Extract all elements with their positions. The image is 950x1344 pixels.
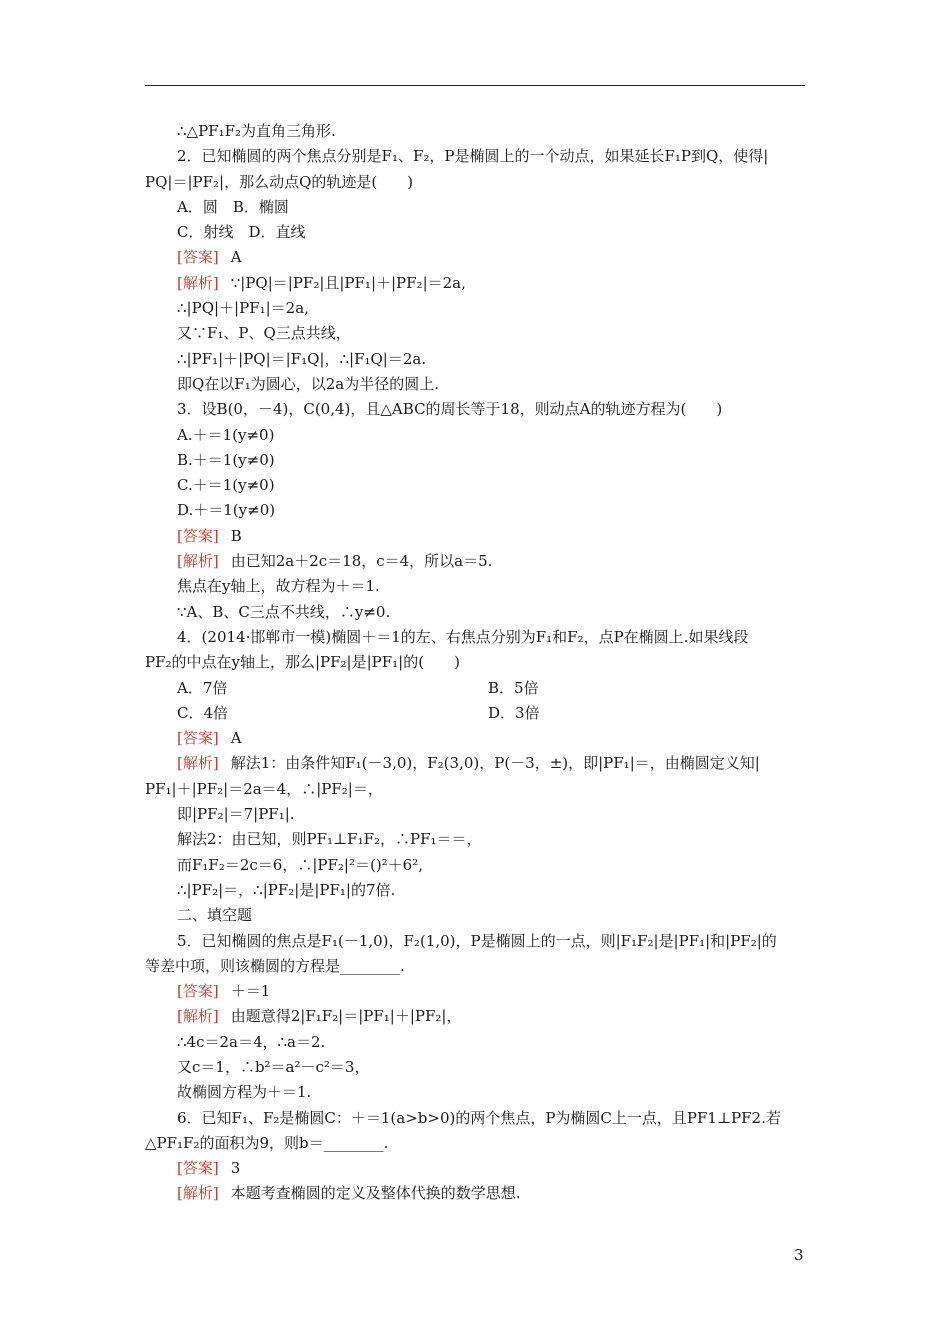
text-line bbox=[145, 903, 810, 928]
text-line bbox=[145, 119, 810, 144]
answer-tag: [解析] bbox=[177, 552, 219, 571]
line-text: PQ|＝|PF₂|，那么动点Q的轨迹是( ) bbox=[145, 172, 414, 191]
page-number: 3 bbox=[794, 1246, 804, 1264]
annotated-line bbox=[145, 1004, 810, 1029]
option-right: D．3倍 bbox=[488, 703, 540, 722]
line-text: A bbox=[230, 248, 242, 267]
line-text: C.＋＝1(y≠0) bbox=[177, 476, 275, 495]
option-row bbox=[145, 676, 810, 701]
text-line bbox=[145, 423, 810, 448]
line-text: D.＋＝1(y≠0) bbox=[177, 501, 276, 520]
document-body bbox=[145, 119, 810, 1207]
line-text: 2．已知椭圆的两个焦点分别是F₁、F₂，P是椭圆上的一个动点，如果延长F₁P到Q，使得| bbox=[177, 147, 769, 166]
line-text: 由已知2a＋2c＝18，c＝4，所以a＝5. bbox=[230, 552, 493, 571]
text-line bbox=[145, 170, 810, 195]
answer-tag: [答案] bbox=[177, 526, 219, 545]
answer-tag: [答案] bbox=[177, 1159, 219, 1178]
annotated-line bbox=[145, 726, 810, 751]
line-text: 又c＝1，∴b²＝a²－c²＝3， bbox=[177, 1057, 370, 1076]
text-line bbox=[145, 372, 810, 397]
option-left: C．4倍 bbox=[177, 703, 229, 722]
annotated-line bbox=[145, 1181, 810, 1206]
line-text: 由题意得2|F₁F₂|＝|PF₁|＋|PF₂|， bbox=[230, 1007, 462, 1026]
text-line bbox=[145, 802, 810, 827]
text-line bbox=[145, 1055, 810, 1080]
text-line bbox=[145, 321, 810, 346]
line-text: 而F₁F₂＝2c＝6，∴|PF₂|²＝()²＋6², bbox=[177, 855, 424, 874]
line-text: △PF₁F₂的面积为9，则b＝________. bbox=[145, 1133, 389, 1152]
line-text: PF₁|＋|PF₂|＝2a＝4，∴|PF₂|＝， bbox=[145, 779, 383, 798]
text-line bbox=[145, 296, 810, 321]
text-line bbox=[145, 144, 810, 169]
text-line bbox=[145, 650, 810, 675]
line-text: ∵A、B、C三点不共线，∴y≠0. bbox=[177, 602, 391, 621]
text-line bbox=[145, 625, 810, 650]
text-line bbox=[145, 448, 810, 473]
text-line bbox=[145, 1106, 810, 1131]
text-line bbox=[145, 1030, 810, 1055]
line-text: ＋＝1 bbox=[230, 982, 271, 1001]
text-line bbox=[145, 600, 810, 625]
text-line bbox=[145, 574, 810, 599]
answer-tag: [答案] bbox=[177, 729, 219, 748]
annotated-line bbox=[145, 751, 810, 776]
line-text: A bbox=[230, 729, 242, 748]
line-text: 即Q在以F₁为圆心，以2a为半径的圆上. bbox=[177, 374, 439, 393]
answer-tag: [解析] bbox=[177, 754, 219, 773]
line-text: 本题考查椭圆的定义及整体代换的数学思想. bbox=[230, 1184, 521, 1203]
text-line bbox=[145, 954, 810, 979]
annotated-line bbox=[145, 271, 810, 296]
annotated-line bbox=[145, 549, 810, 574]
line-text: 解法2：由已知，则PF₁⊥F₁F₂，∴PF₁＝＝， bbox=[177, 830, 482, 849]
option-left: A．7倍 bbox=[177, 678, 228, 697]
line-text: B.＋＝1(y≠0) bbox=[177, 450, 275, 469]
text-line bbox=[145, 777, 810, 802]
line-text: ∴|PQ|＋|PF₁|＝2a, bbox=[177, 299, 309, 318]
text-line bbox=[145, 498, 810, 523]
line-text: ∴△PF₁F₂为直角三角形. bbox=[177, 122, 336, 140]
text-line bbox=[145, 347, 810, 372]
answer-tag: [答案] bbox=[177, 982, 219, 1001]
text-line bbox=[145, 929, 810, 954]
answer-tag: [解析] bbox=[177, 1184, 219, 1203]
text-line bbox=[145, 220, 810, 245]
answer-tag: [解析] bbox=[177, 1007, 219, 1026]
text-line bbox=[145, 853, 810, 878]
text-line bbox=[145, 473, 810, 498]
line-text: 故椭圆方程为＋＝1. bbox=[177, 1083, 312, 1102]
line-text: 又∵F₁、P、Q三点共线， bbox=[177, 324, 351, 343]
line-text: 4．(2014·邯郸市一模)椭圆＋＝1的左、右焦点分别为F₁和F₂，点P在椭圆上.如果线段 bbox=[177, 627, 749, 646]
text-line bbox=[145, 1131, 810, 1156]
annotated-line bbox=[145, 245, 810, 270]
line-text: A．圆 B．椭圆 bbox=[177, 197, 289, 216]
line-text: 3 bbox=[230, 1159, 241, 1178]
option-right: B．5倍 bbox=[488, 678, 539, 697]
line-text: B bbox=[230, 526, 242, 545]
line-text: ∴|PF₁|＋|PQ|＝|F₁Q|，∴|F₁Q|＝2a. bbox=[177, 349, 427, 368]
line-text: 6．已知F₁、F₂是椭圆C：＋＝1(a>b>0)的两个焦点，P为椭圆C上一点，且PF1⊥PF2.若 bbox=[177, 1108, 781, 1127]
line-text: ∴|PF₂|＝，∴|PF₂|是|PF₁|的7倍. bbox=[177, 880, 396, 899]
header-rule bbox=[145, 85, 805, 86]
line-text: 即|PF₂|＝7|PF₁|. bbox=[177, 805, 295, 824]
answer-tag: [答案] bbox=[177, 248, 219, 267]
line-text: C．射线 D．直线 bbox=[177, 223, 306, 242]
option-row bbox=[145, 701, 810, 726]
line-text: A.＋＝1(y≠0) bbox=[177, 425, 275, 444]
answer-tag: [解析] bbox=[177, 273, 219, 292]
line-text: 5．已知椭圆的焦点是F₁(－1,0)，F₂(1,0)，P是椭圆上的一点，则|F₁F₂|是|PF₁|和|PF₂|的 bbox=[177, 931, 777, 950]
text-line bbox=[145, 195, 810, 220]
annotated-line bbox=[145, 524, 810, 549]
annotated-line bbox=[145, 979, 810, 1004]
line-text: 等差中项，则该椭圆的方程是________. bbox=[145, 956, 405, 975]
annotated-line bbox=[145, 1156, 810, 1181]
text-line bbox=[145, 1080, 810, 1105]
line-text: 二、填空题 bbox=[177, 906, 253, 925]
line-text: ∴4c＝2a＝4，∴a＝2. bbox=[177, 1032, 326, 1051]
text-line bbox=[145, 397, 810, 422]
text-line bbox=[145, 827, 810, 852]
line-text: 解法1：由条件知F₁(－3,0)，F₂(3,0)，P(－3，±)，即|PF₁|＝，由椭圆定义知| bbox=[230, 754, 760, 773]
line-text: ∵|PQ|＝|PF₂|且|PF₁|＋|PF₂|＝2a, bbox=[230, 273, 466, 292]
line-text: PF₂的中点在y轴上，那么|PF₂|是|PF₁|的( ) bbox=[145, 653, 460, 672]
line-text: 焦点在y轴上，故方程为＋＝1. bbox=[177, 577, 380, 596]
line-text: 3．设B(0，－4)，C(0,4)，且△ABC的周长等于18，则动点A的轨迹方程为( ) bbox=[177, 400, 723, 419]
text-line bbox=[145, 878, 810, 903]
